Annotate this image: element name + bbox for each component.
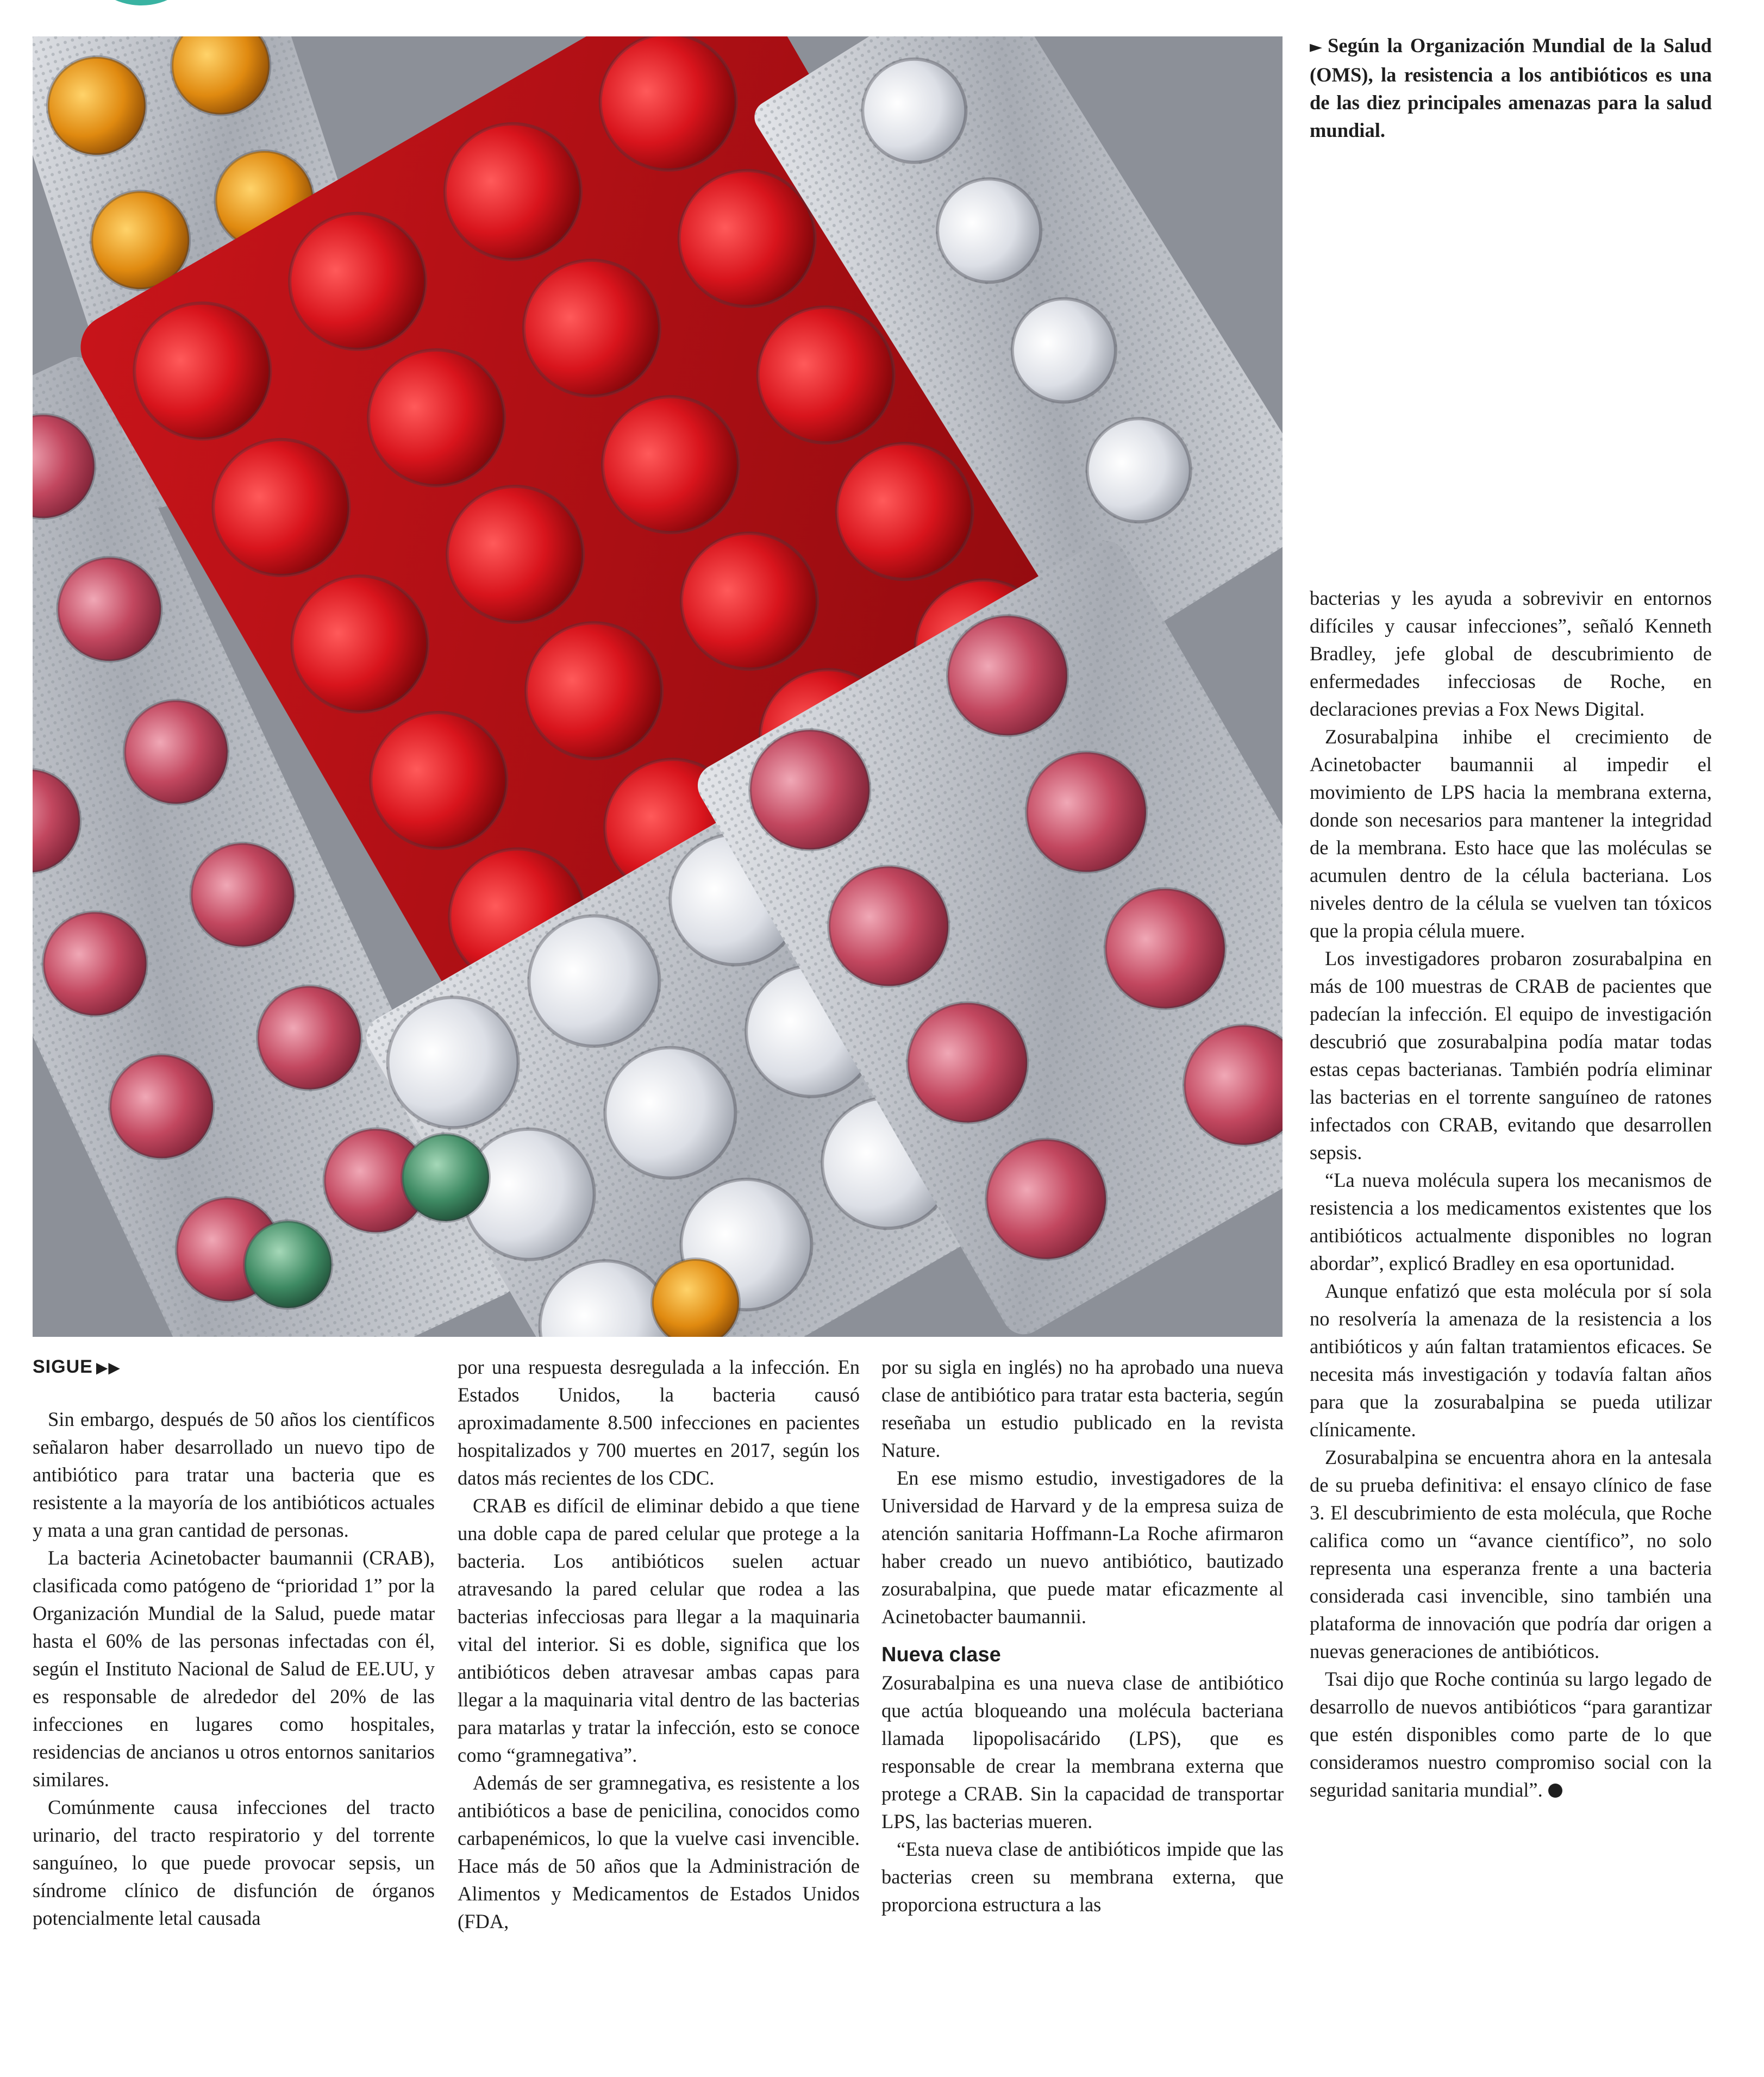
paragraph: bacterias y les ayuda a sobrevivir en entornos difíciles y causar infecciones”, señaló Kenneth Bradley, jefe global de descubrimiento de enfermedades infecciosas de Roche, en declaraciones previas a Fox News Digital. bbox=[1310, 587, 1712, 720]
paragraph: Zosurabalpina es una nueva clase de antibiótico que actúa bloqueando una molécula bacteriana llamada lipopolisacárido (LPS), que es responsable de crear la membrana externa que protege a CRAB. Sin la capacidad de transportar LPS, las bacterias mueren. bbox=[881, 1672, 1284, 1832]
final-paragraph-text: Tsai dijo que Roche continúa su largo legado de desarrollo de nuevos antibióticos “para garantizar que estén disponibles como parte de lo que consideramos nuestro compromiso social con la seguridad sanitaria mundial”. bbox=[1310, 1668, 1712, 1801]
article-column-2 bbox=[458, 1353, 860, 1935]
paragraph bbox=[1310, 1665, 1712, 1804]
photo-caption bbox=[1310, 32, 1712, 144]
paragraph: En ese mismo estudio, investigadores de la Universidad de Harvard y de la empresa suiza de atención sanitaria Hoffmann-La Roche afirmaron haber creado un nuevo antibiótico, bautizado zosurabalpina, que puede matar eficazmente al Acinetobacter baumannii. bbox=[881, 1467, 1284, 1628]
paragraph: por su sigla en inglés) no ha aprobado una nueva clase de antibiótico para tratar esta bacteria, según reseñaba un estudio publicado en la revista Nature. bbox=[881, 1356, 1284, 1461]
continued-arrows-icon: ▶▶ bbox=[96, 1359, 121, 1377]
article-column-4 bbox=[1310, 584, 1712, 1804]
caption-arrow-icon: ► bbox=[1310, 37, 1323, 57]
article-column-1 bbox=[33, 1353, 435, 1932]
article-column-3 bbox=[881, 1353, 1284, 1918]
continued-label bbox=[33, 1353, 435, 1381]
pill bbox=[652, 1259, 739, 1337]
paragraph: Además de ser gramnegativa, es resistente a los antibióticos a base de penicilina, conocidos como carbapenémicos, lo que la vuelve casi invencible. Hace más de 50 años que la Administración de Alimentos y Medicamentos de Estados Unidos (FDA, bbox=[458, 1772, 860, 1932]
paragraph: “Esta nueva clase de antibióticos impide que las bacterias creen su membrana externa, que proporciona estructura a las bbox=[881, 1838, 1284, 1916]
continued-text: SIGUE bbox=[33, 1356, 93, 1377]
paragraph: por una respuesta desregulada a la infección. En Estados Unidos, la bacteria causó aproximadamente 8.500 infecciones en pacientes hospitalizados y 700 muertes en 2017, según los datos más recientes de los CDC. bbox=[458, 1356, 860, 1489]
paragraph: Sin embargo, después de 50 años los científicos señalaron haber desarrollado un nuevo tipo de antibiótico para tratar una bacteria que es resistente a la mayoría de los antibióticos actuales y mata a una gran cantidad de personas. bbox=[33, 1408, 435, 1541]
end-of-article-dot-icon bbox=[1548, 1784, 1562, 1798]
paragraph: Los investigadores probaron zosurabalpina en más de 100 muestras de CRAB de pacientes que padecían la infección. El equipo de investigación descubrió que zosurabalpina podía matar todas estas cepas bacterianas. También podría eliminar las bacterias en el torrente sanguíneo de ratones infectados con CRAB, evitando que desarrollen sepsis. bbox=[1310, 947, 1712, 1163]
caption-text: Según la Organización Mundial de la Salud (OMS), la resistencia a los antibióticos es una de las diez principales amenazas para la salud mundial. bbox=[1310, 34, 1712, 141]
paragraph: Aunque enfatizó que esta molécula por sí sola no resolvería la amenaza de la resistencia a los antibióticos y aún faltan tratamientos eficaces. Se necesita más investigación y todavía faltan años para que la zosurabalpina se pueda utilizar clínicamente. bbox=[1310, 1280, 1712, 1441]
paragraph: Comúnmente causa infecciones del tracto urinario, del tracto respiratorio y del torrente sanguíneo, lo que puede provocar sepsis, un síndrome clínico de disfunción de órganos potencialmente letal causada bbox=[33, 1796, 435, 1929]
section-heading: Nueva clase bbox=[881, 1643, 1001, 1666]
pill bbox=[402, 1134, 489, 1221]
paragraph: Zosurabalpina se encuentra ahora en la antesala de su prueba definitiva: el ensayo clínico de fase 3. El descubrimiento de esta molécula, que Roche califica como un “avance científico”, no solo representa una esperanza frente a una bacteria considerada casi invencible, sino también una plataforma de innovación que podría dar origen a nuevas generaciones de antibióticos. bbox=[1310, 1446, 1712, 1662]
antibiotic-pill-blisters-photo bbox=[33, 36, 1283, 1337]
paragraph: La bacteria Acinetobacter baumannii (CRAB), clasificada como patógeno de “prioridad 1” por la Organización Mundial de la Salud, puede matar hasta el 60% de las personas infectadas con él, según el Instituto Nacional de Salud de EE.UU, y es responsable de alrededor del 20% de las infecciones en lugares como hospitales, residencias de ancianos u otros entornos sanitarios similares. bbox=[33, 1547, 435, 1791]
pill bbox=[245, 1221, 331, 1308]
paragraph: Zosurabalpina inhibe el crecimiento de Acinetobacter baumannii al impedir el movimiento de LPS hacia la membrana externa, donde son necesarios para mantener la integridad de la membrana. Esto hace que las moléculas se acumulen dentro de la célula bacteriana. Los niveles dentro de la célula se vuelven tan tóxicos que la propia célula muere. bbox=[1310, 725, 1712, 942]
paragraph: “La nueva molécula supera los mecanismos de resistencia a los medicamentos existentes que los antibióticos actualmente disponibles no logran abordar”, explicó Bradley en esa oportunidad. bbox=[1310, 1169, 1712, 1274]
paragraph: CRAB es difícil de eliminar debido a que tiene una doble capa de pared celular que protege a la bacteria. Los antibióticos suelen actuar atravesando la pared celular que rodea a las bacterias infecciosas para llegar a la maquinaria vital del interior. Si es doble, significa que los antibióticos deben atravesar ambas capas para llegar a la maquinaria vital dentro de las bacterias para matarlas y tratar la infección, esto se conoce como “gramnegativa”. bbox=[458, 1494, 860, 1766]
top-accent-shape bbox=[92, 0, 190, 5]
